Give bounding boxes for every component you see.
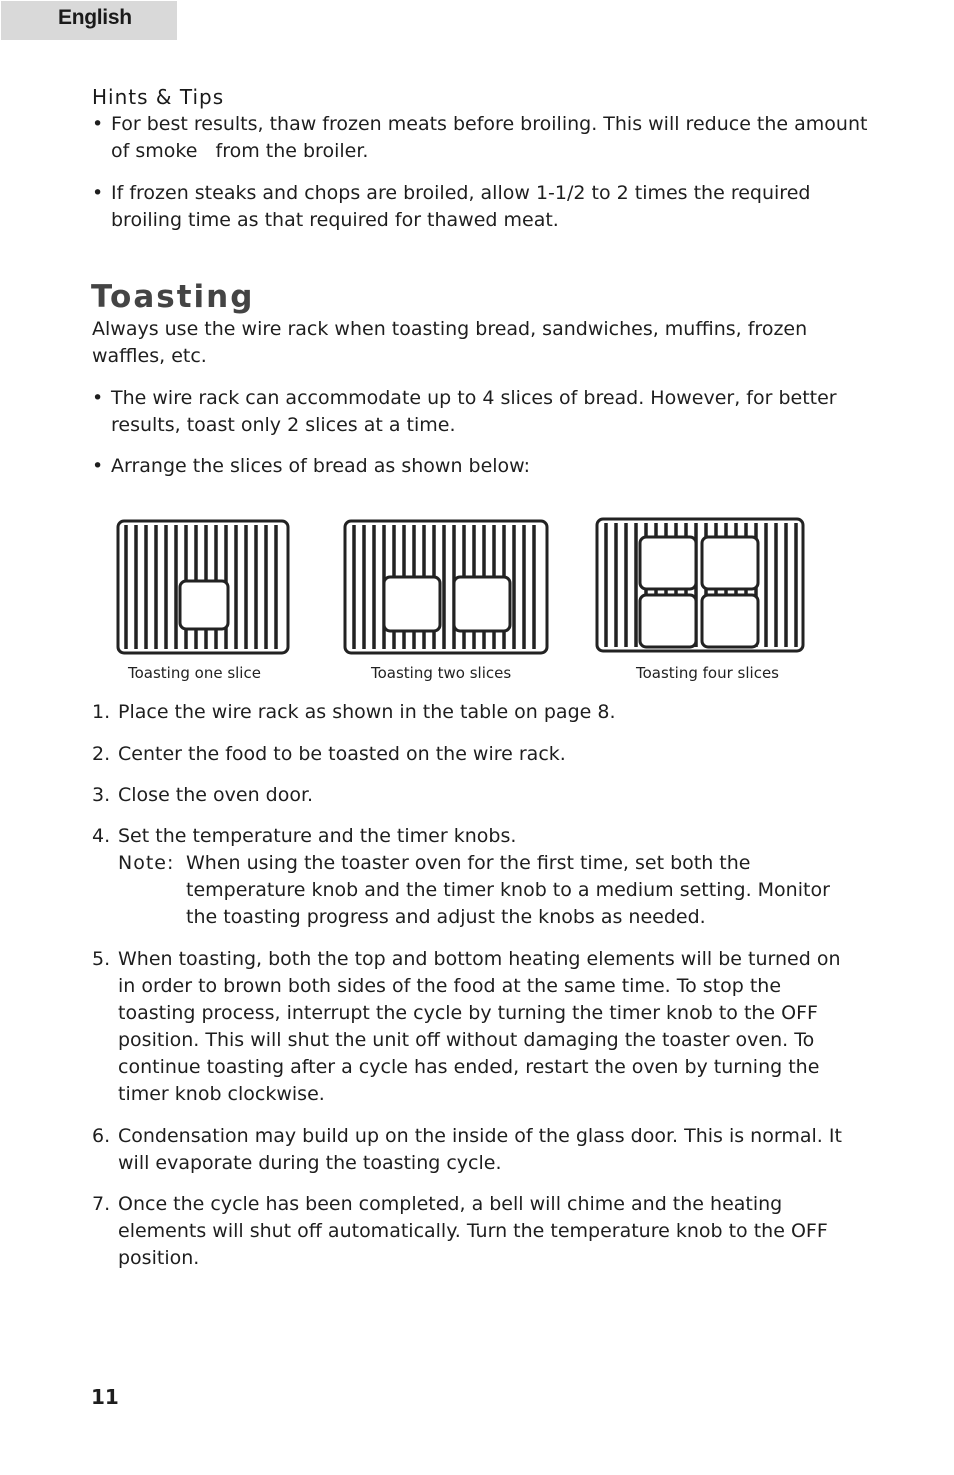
bread-slice <box>702 595 758 647</box>
bread-slice <box>454 577 510 631</box>
toasting-bullet-text: The wire rack can accommodate up to 4 slices of bread. However, for better results, toast only 2 slices at a time. <box>111 387 837 436</box>
figure-caption: Toasting one slice <box>128 664 261 682</box>
step-number: 3. <box>92 784 111 806</box>
bullet-dot: • <box>92 387 104 409</box>
hints-title: Hints & Tips <box>92 85 225 109</box>
note-block <box>118 850 872 931</box>
toasting-bullet <box>92 385 872 439</box>
bullet-dot: • <box>92 182 104 204</box>
step-item <box>92 946 872 1108</box>
step-number: 6. <box>92 1125 111 1147</box>
step-item <box>92 741 872 768</box>
step-item <box>92 1191 872 1272</box>
step-text: Set the temperature and the timer knobs. <box>118 825 517 847</box>
section-title: Toasting <box>91 279 255 315</box>
bullet-dot: • <box>92 455 104 477</box>
bread-slice <box>384 577 440 631</box>
hint-bullet <box>92 111 872 165</box>
step-text: Center the food to be toasted on the wire rack. <box>118 743 566 765</box>
bread-slice <box>640 595 696 647</box>
step-number: 4. <box>92 825 111 847</box>
toasting-bullet-text: Arrange the slices of bread as shown below: <box>111 455 531 477</box>
figure-caption: Toasting four slices <box>636 664 779 682</box>
bread-slice <box>702 537 758 589</box>
toasting-bullet <box>92 453 872 480</box>
language-tab-label: English <box>58 6 132 29</box>
note-text: When using the toaster oven for the first time, set both the temperature knob and the timer knob to a medium setting. Monitor the toasting progress and adjust the knobs as needed. <box>186 852 830 928</box>
step-item <box>92 1123 872 1177</box>
rack-four-slices-figure <box>592 513 808 658</box>
step-text: Condensation may build up on the inside of the glass door. This is normal. It will evaporate during the toasting cycle. <box>118 1125 842 1174</box>
bread-slice <box>640 537 696 589</box>
step-number: 5. <box>92 948 111 970</box>
hint-bullet-text: For best results, thaw frozen meats before broiling. This will reduce the amount of smoke from the broiler. <box>111 113 874 162</box>
note-label: Note: <box>118 852 175 874</box>
bullet-dot: • <box>92 113 104 135</box>
step-item <box>92 782 872 809</box>
hint-bullet-text: If frozen steaks and chops are broiled, allow 1-1/2 to 2 times the required broiling time as that required for thawed meat. <box>111 182 811 231</box>
step-text: Place the wire rack as shown in the table on page 8. <box>118 701 616 723</box>
bread-slice <box>180 581 228 629</box>
step-number: 2. <box>92 743 111 765</box>
figure-caption: Toasting two slices <box>371 664 512 682</box>
step-text: Close the oven door. <box>118 784 314 806</box>
hint-bullet <box>92 180 872 234</box>
step-item <box>92 699 872 726</box>
toasting-intro: Always use the wire rack when toasting bread, sandwiches, muffins, frozen waffles, etc. <box>92 318 808 367</box>
rack-two-slices-figure <box>340 513 552 658</box>
step-text: Once the cycle has been completed, a bell will chime and the heating elements will shut off automatically. Turn the temperature knob to the OFF position. <box>118 1193 828 1269</box>
step-number: 1. <box>92 701 111 723</box>
rack-one-slice-figure <box>112 513 294 658</box>
step-text: When toasting, both the top and bottom heating elements will be turned on in order to brown both sides of the food at the same time. To stop the toasting process, interrupt the cycle by turning the timer knob to the OFF position. This will shut the unit off without damaging the toaster oven. To continue toasting after a cycle has ended, restart the oven by turning the timer knob clockwise. <box>118 948 841 1105</box>
step-number: 7. <box>92 1193 111 1215</box>
step-item <box>92 823 872 931</box>
language-tab <box>1 1 177 40</box>
page-number: 11 <box>91 1385 119 1409</box>
